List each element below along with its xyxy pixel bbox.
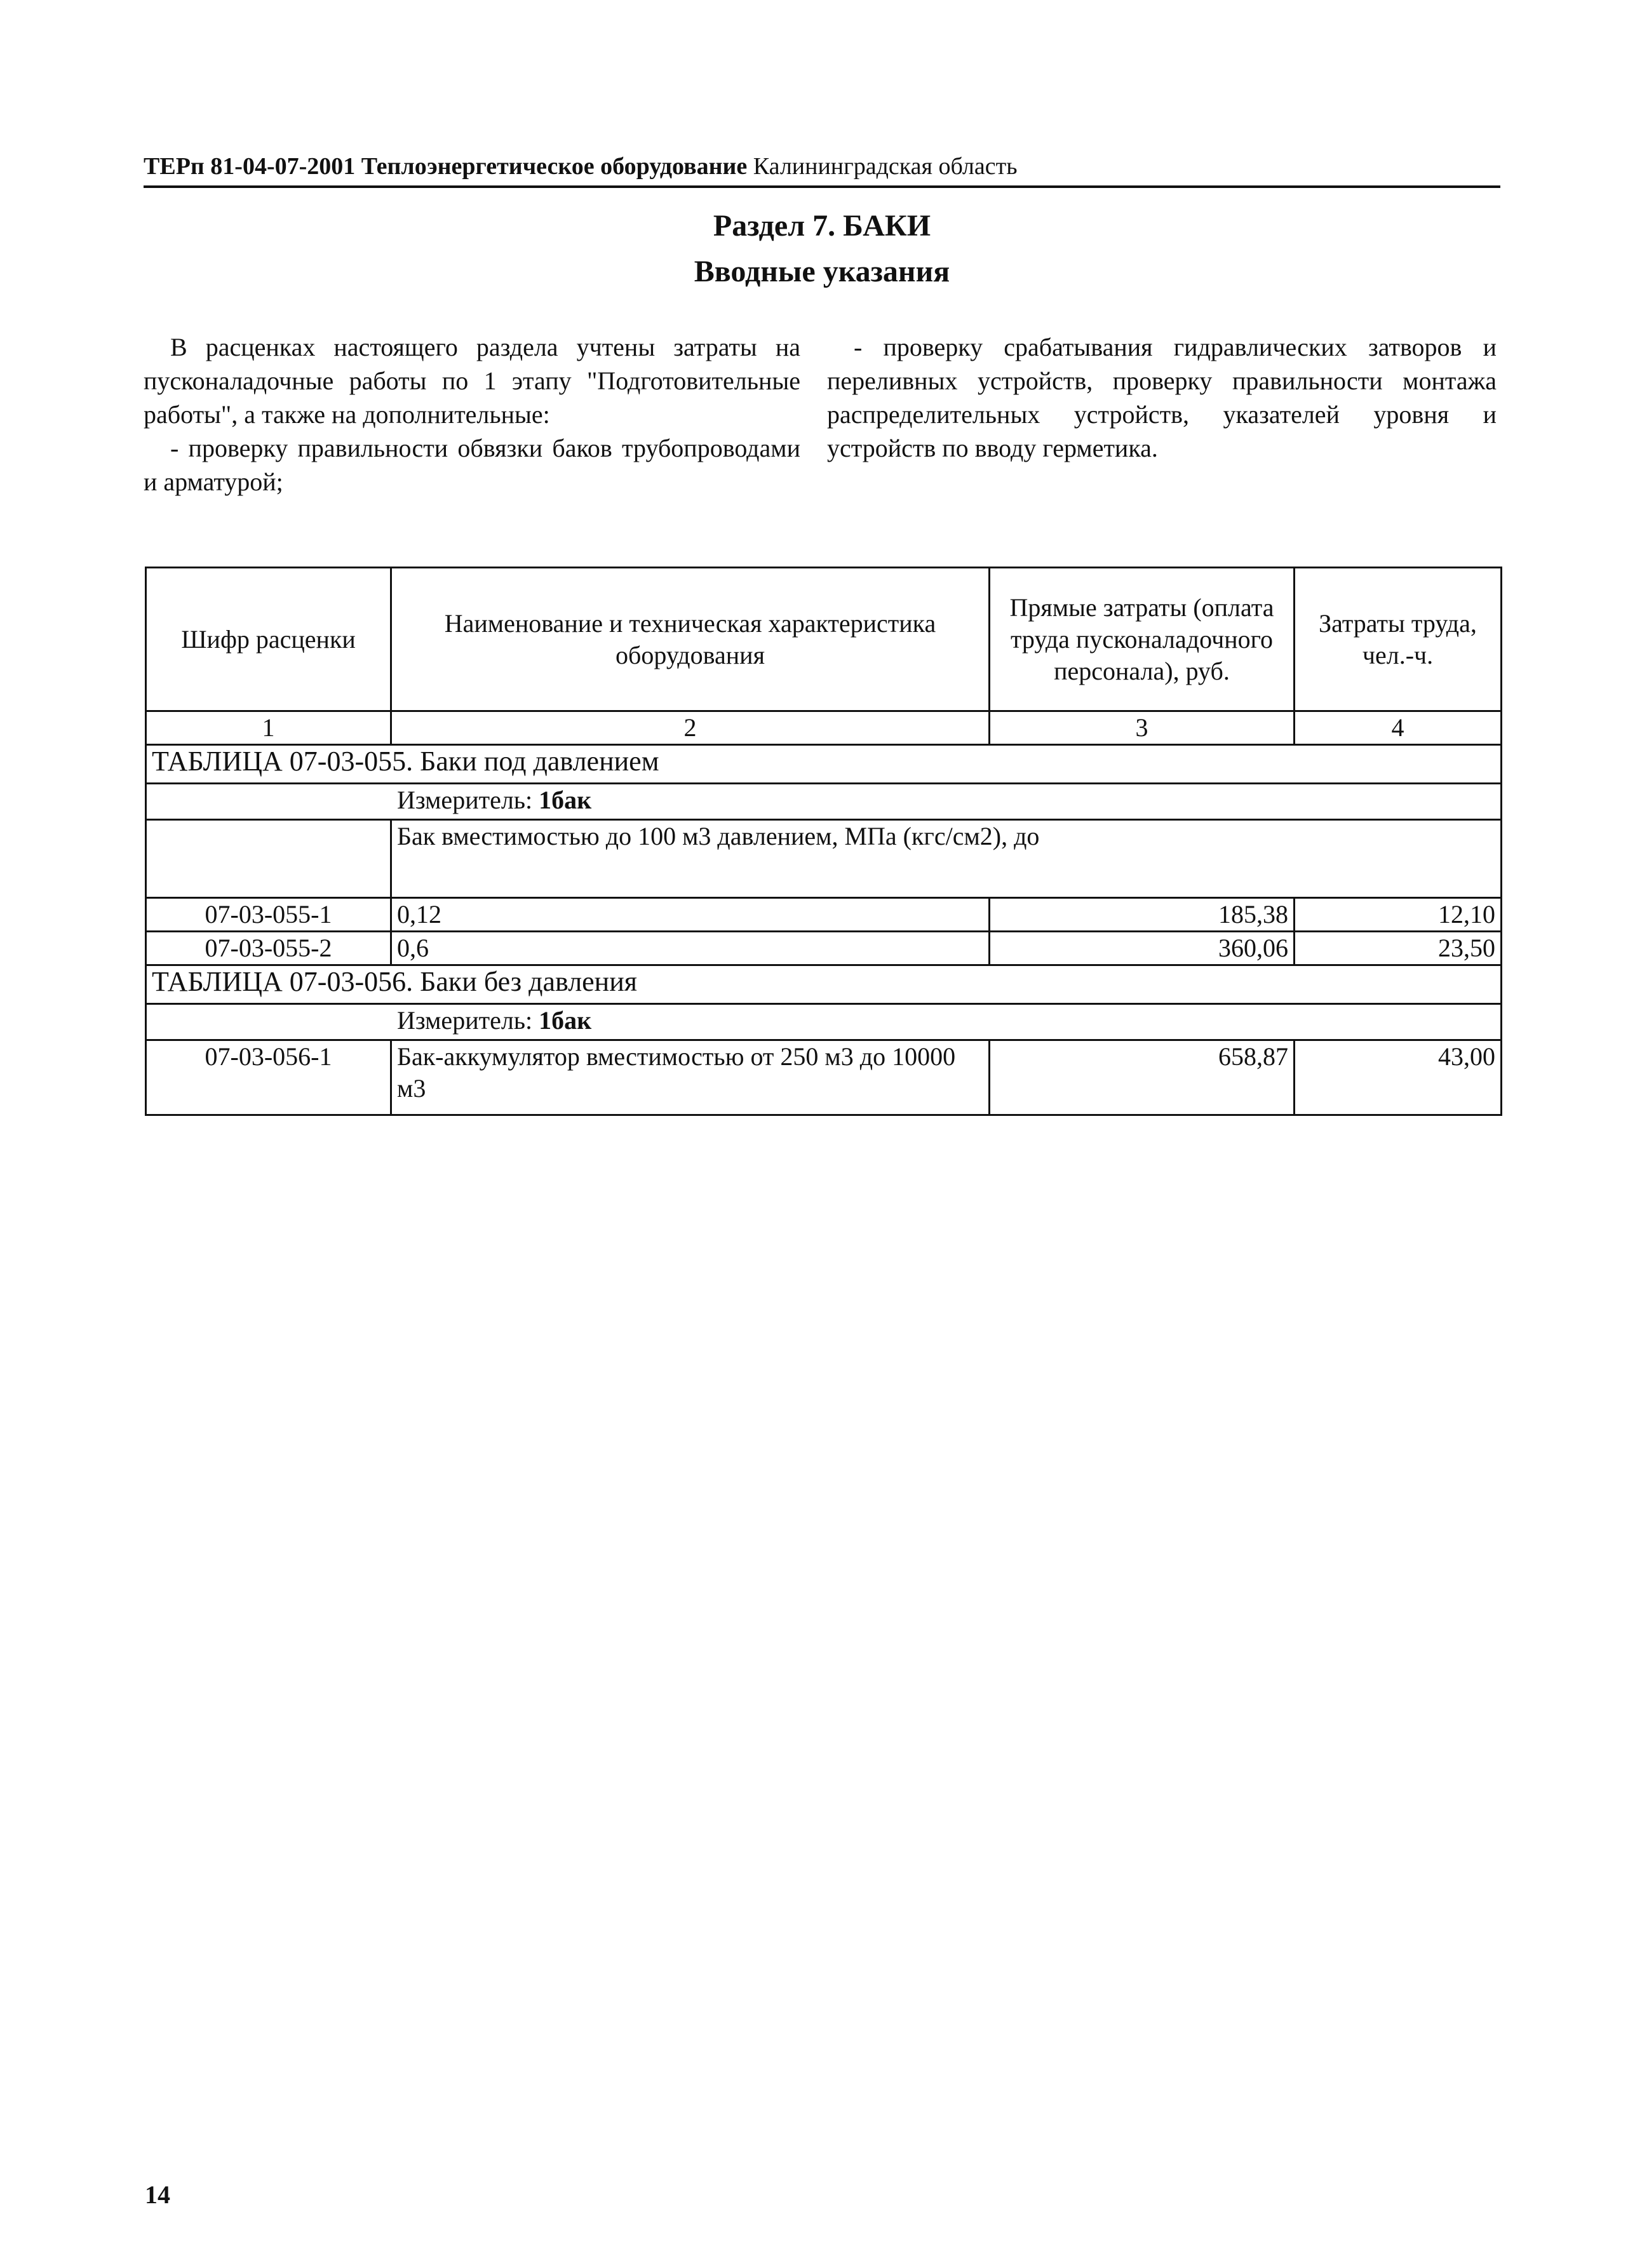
intro-right-column — [827, 330, 1497, 465]
section-subtitle: Вводные указания — [694, 255, 950, 288]
rate-labor: 12,10 — [1295, 898, 1502, 932]
column-number: 2 — [391, 711, 990, 745]
unit-label: Измеритель: — [397, 1006, 533, 1035]
rate-code: 07-03-055-2 — [146, 932, 391, 965]
column-header: Шифр расценки — [146, 568, 391, 711]
rate-code: 07-03-055-1 — [146, 898, 391, 932]
page-number: 14 — [145, 2180, 170, 2209]
table-section-title: ТАБЛИЦА 07-03-056. Баки без давления — [146, 965, 1502, 1004]
table-section-title-row — [146, 965, 1502, 1004]
intro-left-column — [144, 330, 800, 499]
column-number: 3 — [990, 711, 1295, 745]
intro-paragraph: - проверку правильности обвязки баков трубопроводами и арматурой; — [144, 434, 800, 496]
rate-labor: 23,50 — [1295, 932, 1502, 965]
rate-code: 07-03-056-1 — [146, 1040, 391, 1115]
table-header-row — [146, 568, 1502, 711]
rates-table — [145, 567, 1502, 1116]
table-section-title-row — [146, 745, 1502, 784]
intro-paragraph: - проверку срабатывания гидравлических затворов и переливных устройств, проверку правильности монтажа распределительных устройств, указателей уровня и устройств по вводу герметика. — [827, 333, 1497, 462]
intro-paragraph: В расценках настоящего раздела учтены затраты на пусконаладочные работы по 1 этапу "Подготовительные работы", а также на дополнительные: — [144, 333, 800, 429]
unit-label: Измеритель: — [397, 786, 533, 814]
document-code: ТЕРп 81-04-07-2001 Теплоэнергетическое оборудование — [144, 153, 748, 180]
column-number: 4 — [1295, 711, 1502, 745]
table-row — [146, 1040, 1502, 1115]
rate-cost: 360,06 — [990, 932, 1295, 965]
rate-name: Бак-аккумулятор вместимостью от 250 м3 до 10000 м3 — [391, 1040, 990, 1115]
running-header — [144, 151, 1500, 188]
rate-cost: 658,87 — [990, 1040, 1295, 1115]
group-row — [146, 820, 1502, 898]
rate-name: 0,6 — [391, 932, 990, 965]
rate-cost: 185,38 — [990, 898, 1295, 932]
column-header: Затраты труда, чел.-ч. — [1295, 568, 1502, 711]
column-number: 1 — [146, 711, 391, 745]
unit-value: 1бак — [539, 786, 592, 814]
section-title: Раздел 7. БАКИ — [713, 209, 931, 243]
column-header: Наименование и техническая характеристика оборудования — [391, 568, 990, 711]
column-header: Прямые затраты (оплата труда пусконаладочного персонала), руб. — [990, 568, 1295, 711]
unit-value: 1бак — [539, 1006, 592, 1035]
table-row — [146, 898, 1502, 932]
unit-line — [146, 784, 1502, 820]
region-name: Калининградская область — [753, 153, 1018, 180]
table-unit-row — [146, 784, 1502, 820]
rate-labor: 43,00 — [1295, 1040, 1502, 1115]
table-section-title: ТАБЛИЦА 07-03-055. Баки под давлением — [146, 745, 1502, 784]
column-number-row — [146, 711, 1502, 745]
rate-name: 0,12 — [391, 898, 990, 932]
table-unit-row — [146, 1004, 1502, 1040]
table-row — [146, 932, 1502, 965]
group-description: Бак вместимостью до 100 м3 давлением, МПа (кгс/см2), до — [391, 820, 1502, 898]
unit-line — [146, 1004, 1502, 1040]
